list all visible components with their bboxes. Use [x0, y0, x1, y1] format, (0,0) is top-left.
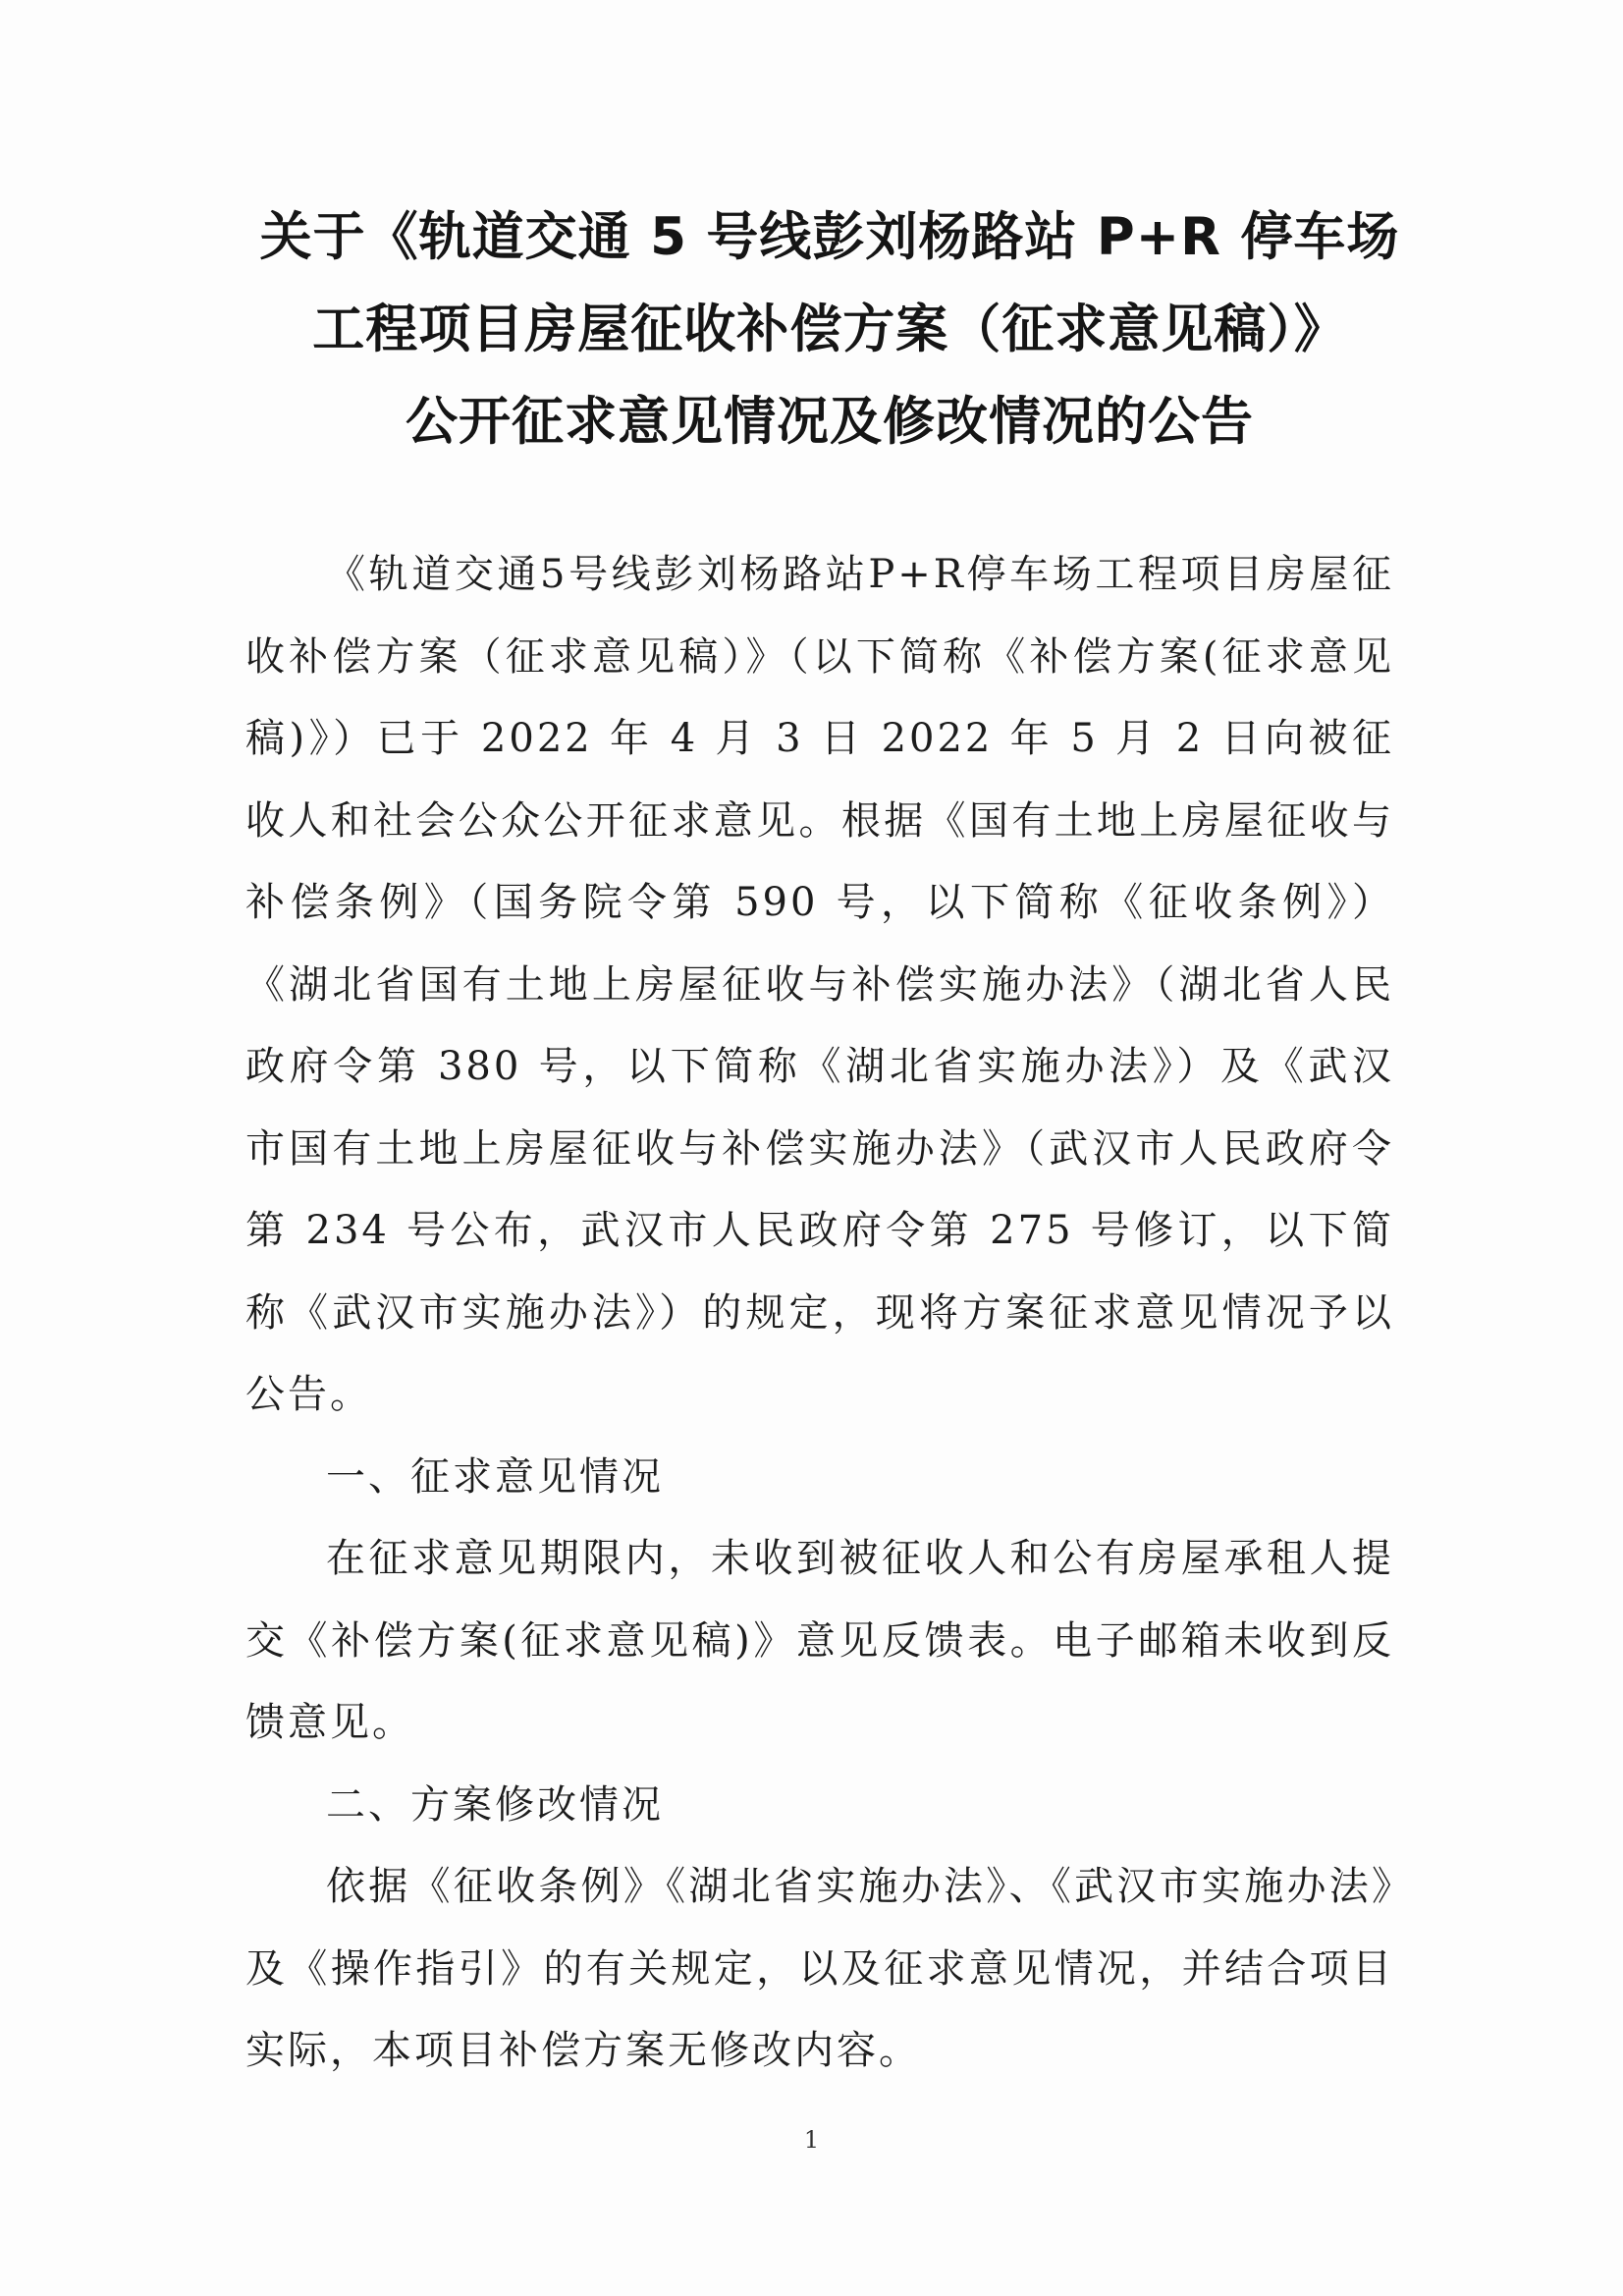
- document-title: [255, 191, 1404, 468]
- title-line-1: 关于《轨道交通 5 号线彭刘杨路站 P+R 停车场: [259, 207, 1400, 267]
- section-text-opinions: 在征求意见期限内，未收到被征收人和公有房屋承租人提交《补偿方案(征求意见稿)》意见反馈表。电子邮箱未收到反馈意见。: [245, 1536, 1394, 1745]
- intro-paragraph: 《轨道交通5号线彭刘杨路站P+R停车场工程项目房屋征收补偿方案（征求意见稿）》（以下简称《补偿方案(征求意见稿)》）已于 2022 年 4 月 3 日 2022 年 5 月 2 日向被征收人和社会公众公开征求意见。根据《国有土地上房屋征收与补偿条例》（国务院令第 590 号，以下简称《征收条例》）《湖北省国有土地上房屋征收与补偿实施办法》（湖北省人民政府令第 380 号，以下简称《湖北省实施办法》）及《武汉市国有土地上房屋征收与补偿实施办法》（武汉市人民政府令第 234 号公布，武汉市人民政府令第 275 号修订，以下简称《武汉市实施办法》）的规定，现将方案征求意见情况予以公告。: [245, 552, 1394, 1417]
- section-heading-revisions: 二、方案修改情况: [326, 1781, 664, 1828]
- title-line-2: 工程项目房屋征收补偿方案（征求意见稿）》: [312, 300, 1347, 359]
- section-text-revisions: 依据《征收条例》《湖北省实施办法》、《武汉市实施办法》及《操作指引》的有关规定，以及征求意见情况，并结合项目实际，本项目补偿方案无修改内容。: [245, 1864, 1394, 2073]
- document-body: [245, 534, 1394, 2093]
- page-number: 1: [803, 2126, 820, 2154]
- title-line-3: 公开征求意见情况及修改情况的公告: [406, 392, 1254, 452]
- section-heading-opinions: 一、征求意见情况: [326, 1453, 664, 1500]
